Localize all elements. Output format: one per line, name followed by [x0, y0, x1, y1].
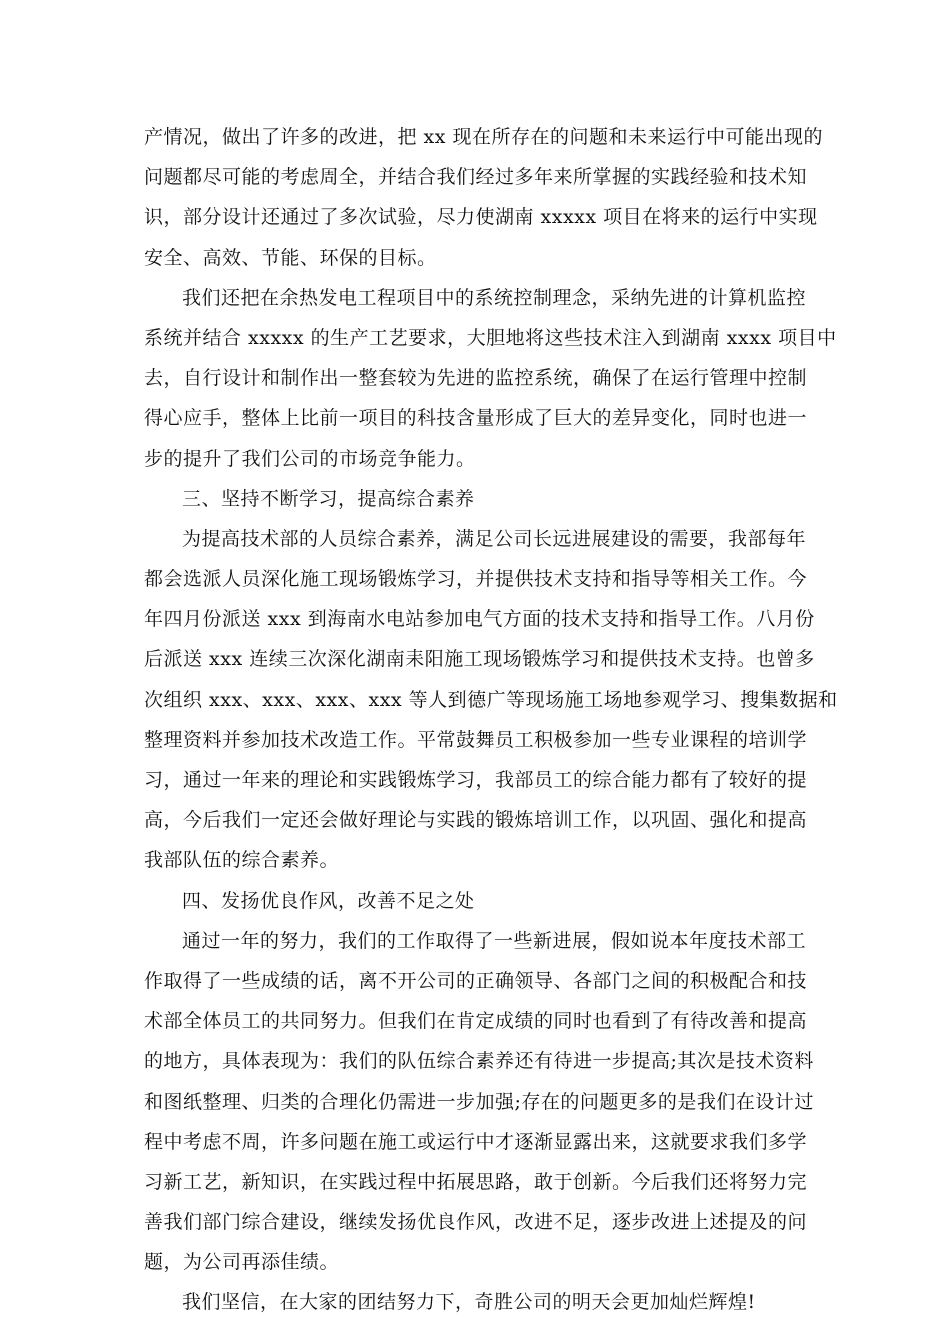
paragraph-line: 高，今后我们一定还会做好理论与实践的锻炼培训工作，以巩固、强化和提高	[144, 809, 808, 832]
paragraph-line: 习新工艺，新知识，在实践过程中拓展思路，敢于创新。今后我们还将努力完	[144, 1170, 808, 1193]
paragraph-first-line: 四、发扬优良作风，改善不足之处	[182, 889, 475, 912]
paragraph-first-line: 通过一年的努力，我们的工作取得了一些新进展，假如说本年度技术部工	[182, 929, 807, 952]
paragraph-line: 产情况，做出了许多的改进，把 xx 现在所存在的问题和未来运行中可能出现的	[144, 126, 824, 148]
paragraph-line: 程中考虑不周，许多问题在施工或运行中才逐渐显露出来，这就要求我们多学	[144, 1130, 808, 1153]
paragraph-line: 年四月份派送 xxx 到海南水电站参加电气方面的技术支持和指导工作。八月份	[144, 608, 815, 631]
paragraph-line: 问题都尽可能的考虑周全，并结合我们经过多年来所掌握的实践经验和技术知	[144, 166, 808, 189]
paragraph-line: 后派送 xxx 连续三次深化湖南耒阳施工现场锻炼学习和提供技术支持。也曾多	[144, 648, 815, 671]
paragraph-line: 作取得了一些成绩的话，离不开公司的正确领导、各部门之间的积极配合和技	[144, 969, 808, 992]
paragraph-first-line: 三、坚持不断学习，提高综合素养	[182, 487, 475, 510]
paragraph-line: 我部队伍的综合素养。	[144, 849, 340, 872]
paragraph-line: 步的提升了我们公司的市场竞争能力。	[144, 447, 476, 470]
paragraph-line: 安全、高效、节能、环保的目标。	[144, 246, 437, 269]
paragraph-line: 整理资料并参加技术改造工作。平常鼓舞员工积极参加一些专业课程的培训学	[144, 728, 808, 751]
paragraph-line: 术部全体员工的共同努力。但我们在肯定成绩的同时也看到了有待改善和提高	[144, 1010, 808, 1033]
paragraph-line: 习，通过一年来的理论和实践锻炼学习，我部员工的综合能力都有了较好的提	[144, 769, 808, 791]
paragraph-first-line: 为提高技术部的人员综合素养，满足公司长远进展建设的需要，我部每年	[182, 527, 807, 550]
paragraph-line: 系统并结合 xxxxx 的生产工艺要求，大胆地将这些技术注入到湖南 xxxx 项目中	[144, 326, 837, 349]
paragraph-line: 善我们部门综合建设，继续发扬优良作风，改进不足，逐步改进上述提及的问	[144, 1211, 808, 1234]
paragraph-line: 次组织 xxx、xxx、xxx、xxx 等人到德广等现场施工场地参观学习、搜集数据和	[144, 688, 838, 711]
paragraph-first-line: 我们还把在余热发电工程项目中的系统控制理念，采纳先进的计算机监控	[182, 286, 807, 309]
paragraph-line: 和图纸整理、归类的合理化仍需进一步加强;存在的问题更多的是我们在设计过	[144, 1090, 814, 1113]
paragraph-line: 题，为公司再添佳绩。	[144, 1251, 340, 1274]
paragraph-line: 都会选派人员深化施工现场锻炼学习，并提供技术支持和指导等相关工作。今	[144, 568, 808, 591]
paragraph-line: 识，部分设计还通过了多次试验，尽力使湖南 xxxxx 项目在将来的运行中实现	[144, 206, 818, 229]
paragraph-line: 得心应手，整体上比前一项目的科技含量形成了巨大的差异变化，同时也进一	[144, 407, 808, 430]
document-body	[144, 117, 838, 1323]
paragraph-line: 去，自行设计和制作出一整套较为先进的监控系统，确保了在运行管理中控制	[144, 367, 808, 390]
paragraph-first-line: 我们坚信，在大家的团结努力下，奇胜公司的明天会更加灿烂辉煌!	[182, 1291, 756, 1314]
paragraph-line: 的地方，具体表现为：我们的队伍综合素养还有待进一步提高;其次是技术资料	[144, 1050, 814, 1073]
